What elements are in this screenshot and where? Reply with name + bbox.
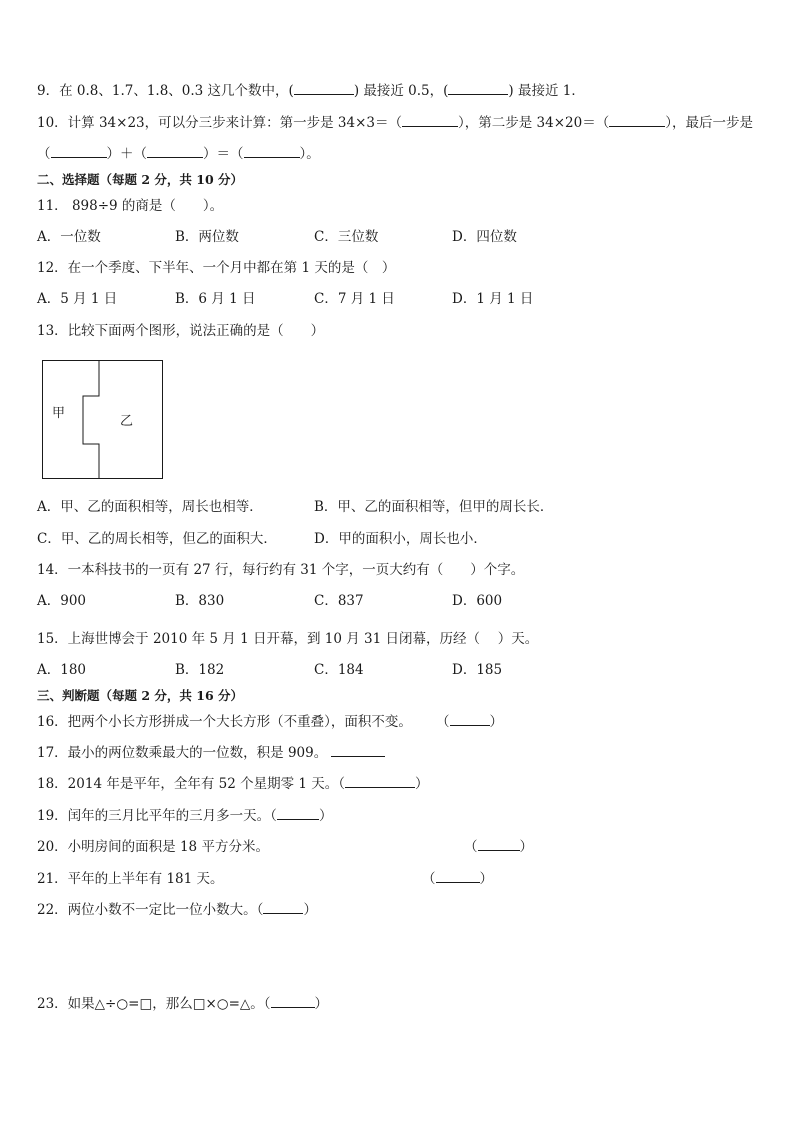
option-d[interactable]: D．甲的面积小，周长也小． [314,531,487,547]
option-a[interactable]: A．甲、乙的面积相等，周长也相等． [37,499,263,515]
question-12: 12．在一个季度、下半年、一个月中都在第 1 天的是（ ） [37,260,396,276]
answer-blank[interactable] [436,870,480,883]
option-a[interactable]: A．900 [37,593,87,609]
question-18: 18．2014 年是平年，全年有 52 个星期零 1 天。（ ） [37,776,429,792]
option-d[interactable]: D．600 [452,593,503,609]
question-20: 20．小明房间的面积是 18 平方分米。 [37,839,269,855]
option-a[interactable]: A．一位数 [37,229,101,245]
option-d[interactable]: D．四位数 [452,229,517,245]
answer-blank[interactable] [147,145,203,158]
option-b[interactable]: B．182 [175,662,225,678]
question-15: 15．上海世博会于 2010 年 5 月 1 日开幕，到 10 月 31 日闭幕，历经（ ）天。 [37,631,539,647]
question-19: 19．闰年的三月比平年的三月多一天。（ ） [37,808,333,824]
answer-blank[interactable] [294,82,354,95]
answer-blank[interactable] [478,838,520,851]
answer-blank[interactable] [609,114,665,127]
answer-bracket: （ ） [436,714,503,730]
option-c[interactable]: C．184 [314,662,364,678]
shape-label-yi: 乙 [120,414,134,429]
section-heading: 二、选择题（每题 2 分，共 10 分） [37,172,244,187]
question-17: 17．最小的两位数乘最大的一位数，积是 909。 [37,744,385,762]
shape-label-jia: 甲 [52,406,66,421]
answer-blank[interactable] [331,744,385,757]
section-heading: 三、判断题（每题 2 分，共 16 分） [37,688,244,703]
option-b[interactable]: B．甲、乙的面积相等，但甲的周长长． [314,499,554,515]
option-c[interactable]: C．837 [314,593,364,609]
answer-blank[interactable] [271,995,315,1008]
question-21: 21．平年的上半年有 181 天。 [37,871,224,887]
answer-bracket: （ ） [422,871,493,887]
option-c[interactable]: C．甲、乙的周长相等，但乙的面积大． [37,531,277,547]
answer-blank[interactable] [402,114,458,127]
shape-comparison-figure [42,360,164,482]
option-d[interactable]: D．185 [452,662,503,678]
answer-blank[interactable] [277,807,319,820]
answer-bracket: （ ） [464,839,533,855]
option-b[interactable]: B．两位数 [175,229,239,245]
answer-blank[interactable] [263,901,303,914]
answer-blank[interactable] [345,775,415,788]
question-14: 14．一本科技书的一页有 27 行，每行约有 31 个字，一页大约有（ ）个字。 [37,562,525,578]
question-10-line1: 10．计算 34×23，可以分三步来计算：第一步是 34×3＝（ ），第二步是 34×20＝（ ），最后一步是 [37,115,753,131]
question-16: 16．把两个小长方形拼成一个大长方形（不重叠），面积不变。 [37,714,412,730]
option-b[interactable]: B．830 [175,593,225,609]
option-d[interactable]: D．1 月 1 日 [452,291,534,307]
answer-blank[interactable] [51,145,107,158]
question-23: 23．如果△÷○=□，那么□×○=△。（ ） [37,996,329,1012]
answer-blank[interactable] [244,145,300,158]
dividing-line [83,361,99,479]
question-13: 13．比较下面两个图形，说法正确的是（ ） [37,323,325,339]
answer-blank[interactable] [450,713,490,726]
option-b[interactable]: B．6 月 1 日 [175,291,256,307]
question-22: 22．两位小数不一定比一位小数大。（ ） [37,902,317,918]
option-a[interactable]: A．180 [37,662,87,678]
question-10-line2: （ ）＋（ ）＝（ ）。 [37,146,320,162]
question-9: 9．在 0.8、1.7、1.8、0.3 这几个数中，( ) 最接近 0.5，( ) 最接近 1． [37,83,585,99]
question-11: 11． 898÷9 的商是（ ）。 [37,198,224,214]
answer-blank[interactable] [448,82,508,95]
option-a[interactable]: A．5 月 1 日 [37,291,118,307]
option-c[interactable]: C．7 月 1 日 [314,291,395,307]
option-c[interactable]: C．三位数 [314,229,379,245]
